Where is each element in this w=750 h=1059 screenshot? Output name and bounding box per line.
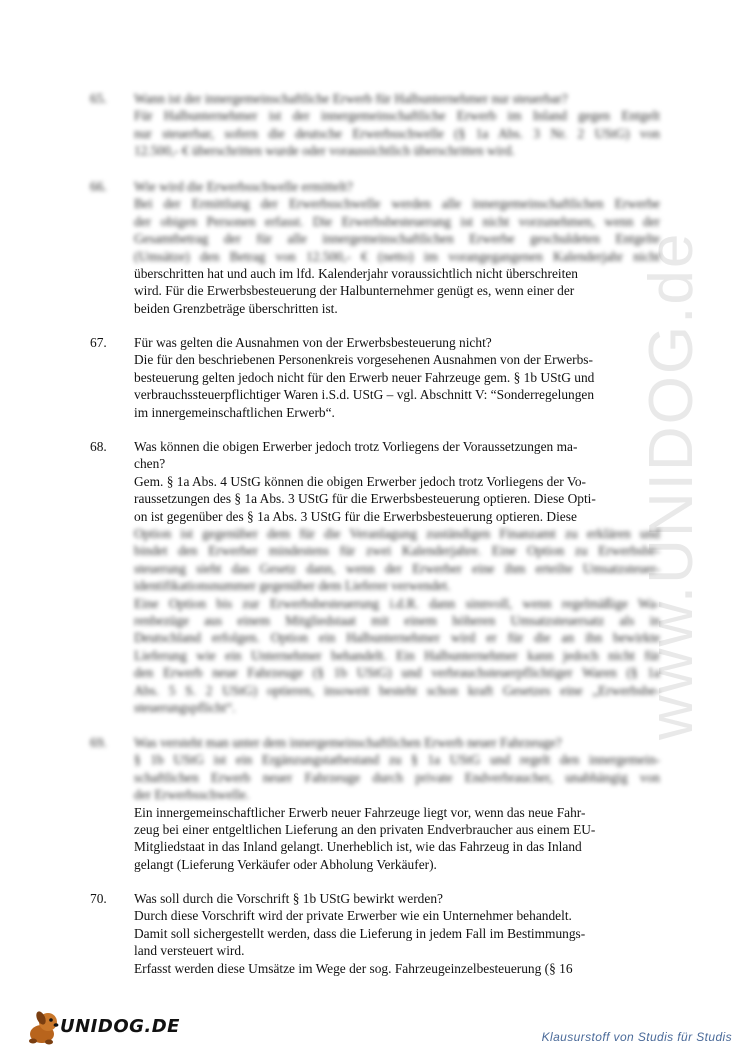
answer-line: Durch diese Vorschrift wird der private Erwerber wie ein Unternehmer behandelt. bbox=[134, 908, 572, 924]
answer-line: on ist gegenüber des § 1a Abs. 3 UStG für die Erwerbsbesteuerung optieren. Diese bbox=[134, 508, 577, 524]
footer-tagline: Klausurstoff von Studis für Studis bbox=[541, 1030, 732, 1044]
answer-line: (Umsätze) den Betrag von 12.500,- € (netto) im vorangegangenen Kalenderjahr nicht bbox=[134, 248, 660, 264]
answer-line: beiden Grenzbeträge überschritten ist. bbox=[134, 300, 338, 316]
answer-line: Gesamtbetrag der für alle innergemeinschaftlichen Erwerbe geschuldeten Entgelte bbox=[134, 231, 660, 247]
answer-line: verbrauchssteuerpflichtiger Waren i.S.d. UStG – vgl. Abschnitt V: “Sonderregelungen bbox=[134, 387, 595, 403]
entry-number: 65. bbox=[90, 91, 107, 106]
answer-line: steuerungspflicht“. bbox=[134, 700, 236, 716]
answer-line: schaftlichen Erwerb neuer Fahrzeuge durch private Endverbraucher, unabhängig von bbox=[134, 769, 660, 785]
answer-line: Bei der Ermittlung der Erwerbsschwelle werden alle innergemeinschaftlichen Erwerbe bbox=[134, 196, 660, 212]
question-line: Wie wird die Erwerbsschwelle ermittelt? bbox=[134, 179, 353, 194]
qa-entry-70 bbox=[90, 890, 660, 977]
answer-line: 12.500,- € überschritten wurde oder voraussichtlich überschritten wird. bbox=[134, 143, 515, 159]
entry-number: 67. bbox=[90, 335, 107, 350]
answer-line: wird. Für die Erwerbsbesteuerung der Halbunternehmer genügt es, wenn einer der bbox=[134, 283, 575, 299]
answer-line: Abs. 5 S. 2 UStG) optieren, insoweit besteht schon kraft Gesetzes eine „Erwerbsbe- bbox=[134, 682, 660, 698]
answer-line: Mitgliedstaat in das Inland gelangt. Unerheblich ist, wie das Fahrzeug in das Inland bbox=[134, 839, 582, 855]
answer-line: steuerung sieht das Gesetz dann, wenn der Erwerber eine ihm erteilte Umsatzsteuer- bbox=[134, 560, 660, 576]
entry-number: 69. bbox=[90, 735, 107, 750]
answer-line: renbezüge aus einem Mitgliedstaat mit einem höheren Umsatzsteuersatz als in bbox=[134, 613, 660, 629]
answer-line: Damit soll sichergestellt werden, dass die Lieferung in jedem Fall im Bestimmungs- bbox=[134, 925, 586, 941]
qa-entry-67 bbox=[90, 334, 660, 421]
answer-line: § 1b UStG ist ein Ergänzungstatbestand zu § 1a UStG und regelt den innergemein- bbox=[134, 752, 660, 768]
qa-entry-68 bbox=[90, 438, 660, 717]
answer-line: Eine Option bis zur Erwerbsbesteuerung i.d.R. dann sinnvoll, wenn regelmäßige Wa- bbox=[134, 595, 660, 611]
answer-line: der obigen Personen erfasst. Die Erwerbsbesteuerung ist nicht vorzunehmen, wenn der bbox=[134, 213, 660, 229]
answer-line: Deutschland erfolgen. Option ein Halbunternehmer wird er für die an ihn bewirkte bbox=[134, 630, 660, 646]
answer-line: im innergemeinschaftlichen Erwerb“. bbox=[134, 404, 335, 420]
watermark: www.UNIDOG.de bbox=[637, 231, 706, 740]
answer-line: Gem. § 1a Abs. 4 UStG können die obigen Erwerber jedoch trotz Vorliegens der Vo- bbox=[134, 473, 586, 489]
answer-line: besteuerung gelten jedoch nicht für den Erwerb neuer Fahrzeuge gem. § 1b UStG und bbox=[134, 369, 595, 385]
qa-entry-65 bbox=[90, 90, 660, 160]
answer-line: nur steuerbar, sofern die deutsche Erwerbsschwelle (§ 1a Abs. 3 Nr. 2 UStG) von bbox=[134, 125, 660, 141]
answer-line: identifikationsnummer gegenüber dem Lieferer verwendet. bbox=[134, 578, 451, 594]
answer-line: bindet den Erwerber mindestens für zwei Kalenderjahre. Eine Option zu Erwerbsbe- bbox=[134, 543, 660, 559]
question-line: Was soll durch die Vorschrift § 1b UStG bewirkt werden? bbox=[134, 891, 443, 906]
answer-line: raussetzungen des § 1a Abs. 3 UStG für die Erwerbsbesteuerung optieren. Diese Opti- bbox=[134, 491, 596, 507]
unidog-logo bbox=[22, 1008, 180, 1050]
dog-icon bbox=[22, 1008, 62, 1048]
answer-line: Die für den beschriebenen Personenkreis vorgesehenen Ausnahmen von der Erwerbs- bbox=[134, 352, 593, 368]
answer-line: land versteuert wird. bbox=[134, 943, 245, 959]
qa-entry-66 bbox=[90, 178, 660, 317]
question-line: Wann ist der innergemeinschaftliche Erwerb für Halbunternehmer nur steuerbar? bbox=[134, 91, 568, 106]
question-line: Was versteht man unter dem innergemeinschaftlichen Erwerb neuer Fahrzeuge? bbox=[134, 735, 562, 750]
answer-line: überschritten hat und auch im lfd. Kalenderjahr voraussichtlich nicht überschreiten bbox=[134, 266, 578, 282]
question-line: Für was gelten die Ausnahmen von der Erwerbsbesteuerung nicht? bbox=[134, 335, 492, 350]
question-line: Was können die obigen Erwerber jedoch trotz Vorliegens der Voraussetzungen ma- bbox=[134, 439, 578, 454]
entry-number: 66. bbox=[90, 179, 107, 194]
answer-line: Option ist gegenüber dem für die Veranlagung zuständigen Finanzamt zu erklären und bbox=[134, 526, 660, 542]
entry-number: 70. bbox=[90, 891, 107, 906]
answer-line: Lieferung wie ein Unternehmer behandelt. Ein Halbunternehmer kann jedoch nicht für bbox=[134, 647, 660, 663]
answer-line: den Erwerb neue Fahrzeuge (§ 1b UStG) und verbrauchsteuerpflichtiger Waren (§ 1a bbox=[134, 665, 660, 681]
entry-number: 68. bbox=[90, 439, 107, 454]
answer-line: Für Halbunternehmer ist der innergemeinschaftliche Erwerb im Inland gegen Entgelt bbox=[134, 108, 660, 124]
answer-line: gelangt (Lieferung Verkäufer oder Abholung Verkäufer). bbox=[134, 856, 437, 872]
answer-line: Ein innergemeinschaftlicher Erwerb neuer Fahrzeuge liegt vor, wenn das neue Fahr- bbox=[134, 804, 586, 820]
answer-line: der Erwerbsschwelle. bbox=[134, 787, 250, 803]
answer-line: Erfasst werden diese Umsätze im Wege der sog. Fahrzeugeinzelbesteuerung (§ 16 bbox=[134, 960, 573, 976]
logo-text: UNIDOG.DE bbox=[60, 1016, 180, 1037]
question-line: chen? bbox=[134, 456, 166, 472]
qa-entry-69 bbox=[90, 734, 660, 873]
answer-line: zeug bei einer entgeltlichen Lieferung an den privaten Endverbraucher aus einem EU- bbox=[134, 822, 596, 838]
